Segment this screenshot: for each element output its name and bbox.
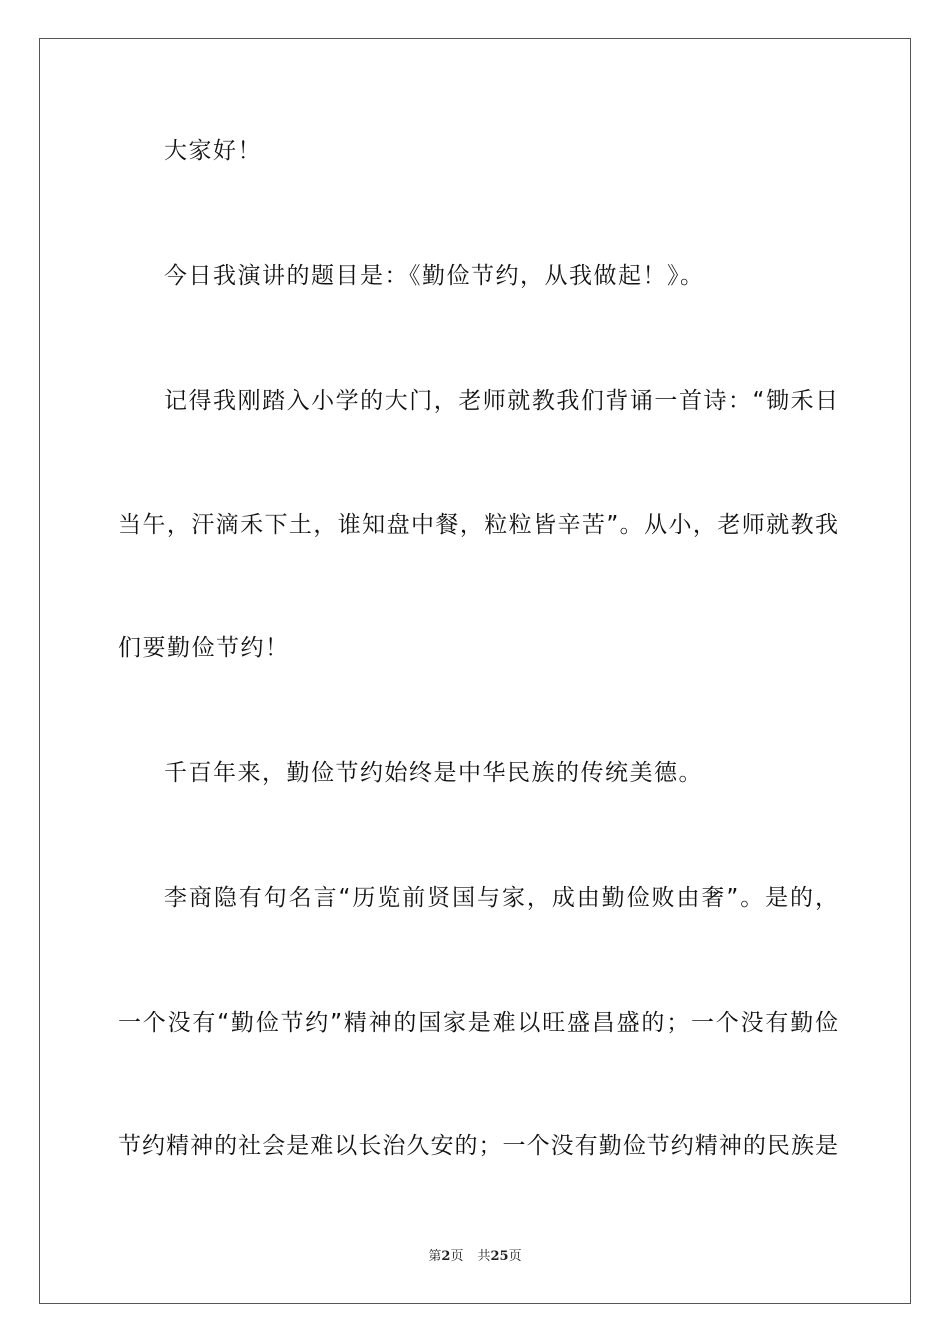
text-line: 千百年来，勤俭节约始终是中华民族的传统美德。 [164,760,703,786]
text-line: 一个没有“勤俭节约”精神的国家是难以旺盛昌盛的；一个没有勤俭 [118,1010,838,1036]
page-border [39,38,911,1304]
text-line-greeting: 大家好！ [164,138,262,164]
text-line: 李商隐有句名言“历览前贤国与家，成由勤俭败由奢”。是的， [164,885,838,911]
footer-total-prefix: 共 [477,1249,491,1264]
text-line: 当午，汗滴禾下土，谁知盘中餐，粒粒皆辛苦”。从小，老师就教我 [118,512,838,538]
text-line-topic: 今日我演讲的题目是：《勤俭节约，从我做起！》。 [164,263,705,289]
footer-page-suffix: 页 [450,1249,464,1264]
text-line: 们要勤俭节约！ [118,635,290,661]
page-footer [0,1248,950,1266]
text-line: 节约精神的社会是难以长治久安的；一个没有勤俭节约精神的民族是 [118,1133,838,1159]
footer-total-suffix: 页 [508,1249,522,1264]
footer-page-number: 2 [441,1249,451,1264]
footer-total-pages: 25 [490,1249,509,1264]
footer-page-prefix: 第 [428,1249,442,1264]
text-line: 记得我刚踏入小学的大门，老师就教我们背诵一首诗：“锄禾日 [164,388,838,414]
